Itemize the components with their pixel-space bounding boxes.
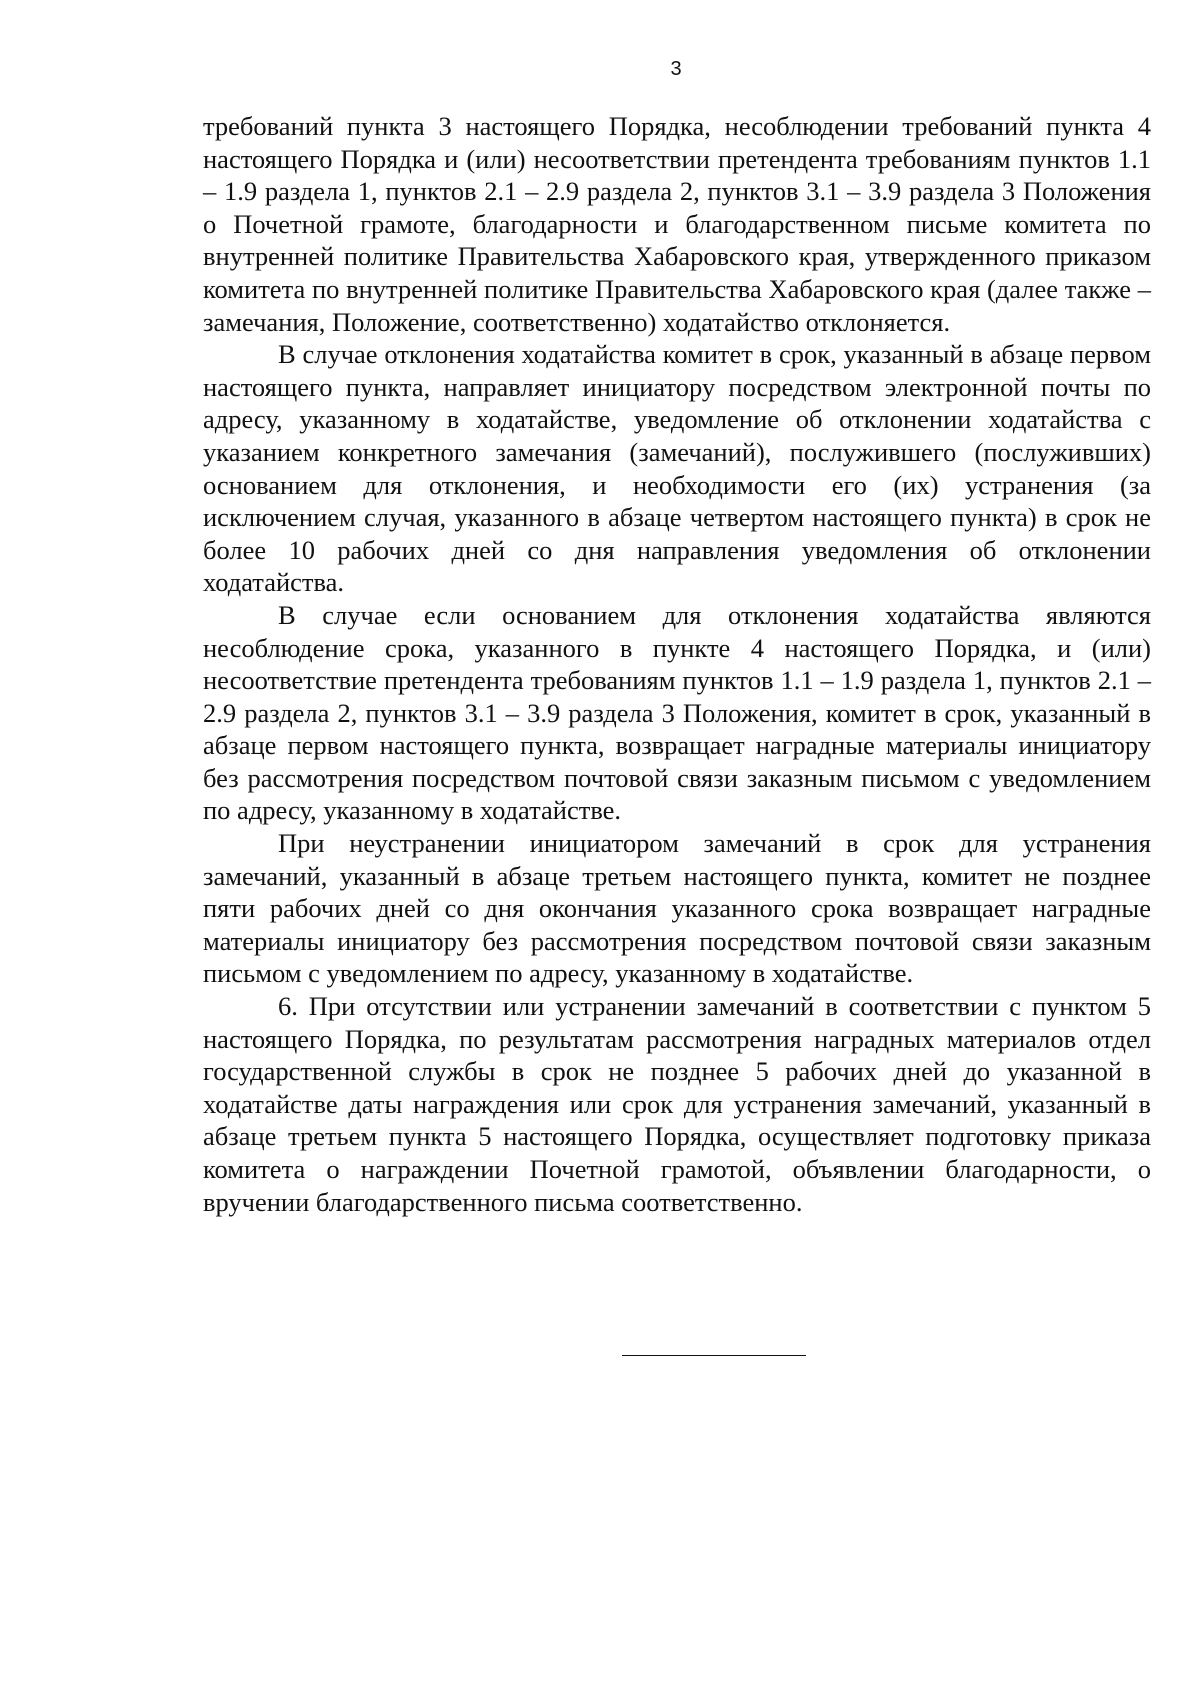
paragraph-item-6: 6. При отсутствии или устранении замечаний в соответствии с пунктом 5 настоящего Порядка, по результатам рассмотрения наградных материалов отдел государственной службы в срок не позднее 5 рабочих дней до указанной в ходатайстве даты награждения или срок для устранения замечаний, указанный в абзаце третьем пункта 5 настоящего Порядка, осуществляет подготовку приказа комитета о награждении Почетной грамотой, объявлении благодарности, о вручении благодарственного письма соответственно. bbox=[203, 991, 1151, 1217]
end-of-document-rule bbox=[622, 1355, 806, 1356]
document-body bbox=[203, 110, 1151, 1218]
page-number: 3 bbox=[670, 58, 682, 80]
paragraph-continuation: требований пункта 3 настоящего Порядка, несоблюдении требований пункта 4 настоящего Порядка и (или) несоответствии претендента требованиям пунктов 1.1 – 1.9 раздела 1, пунктов 2.1 – 2.9 раздела 2, пунктов 3.1 – 3.9 раздела 3 Положения о Почетной грамоте, благодарности и благодарственном письме комитета по внутренней политике Правительства Хабаровского края, утвержденного приказом комитета по внутренней политике Правительства Хабаровского края (далее также – замечания, Положение, соответственно) ходатайство отклоняется. bbox=[203, 111, 1151, 337]
paragraph-return-materials: В случае если основанием для отклонения ходатайства являются несоблюдение срока, указанного в пункте 4 настоящего Порядка, и (или) несоответствие претендента требованиям пунктов 1.1 – 1.9 раздела 1, пунктов 2.1 – 2.9 раздела 2, пунктов 3.1 – 3.9 раздела 3 Положения, комитет в срок, указанный в абзаце первом настоящего пункта, возвращает наградные материалы инициатору без рассмотрения посредством почтовой связи заказным письмом с уведомлением по адресу, указанному в ходатайстве. bbox=[203, 599, 1151, 826]
paragraph-rejection-notice: В случае отклонения ходатайства комитет в срок, указанный в абзаце первом настоящего пункта, направляет инициатору посредством электронной почты по адресу, указанному в ходатайстве, уведомление об отклонении ходатайства с указанием конкретного замечания (замечаний), послужившего (послуживших) основанием для отклонения, и необходимости его (их) устранения (за исключением случая, указанного в абзаце четвертом настоящего пункта) в срок не более 10 рабочих дней со дня направления уведомления об отклонении ходатайства. bbox=[203, 339, 1151, 598]
paragraph-unremedied-remarks: При неустранении инициатором замечаний в срок для устранения замечаний, указанный в абзаце третьем настоящего пункта, комитет не позднее пяти рабочих дней со дня окончания указанного срока возвращает наградные материалы инициатору без рассмотрения посредством почтовой связи заказным письмом с уведомлением по адресу, указанному в ходатайстве. bbox=[203, 828, 1151, 989]
